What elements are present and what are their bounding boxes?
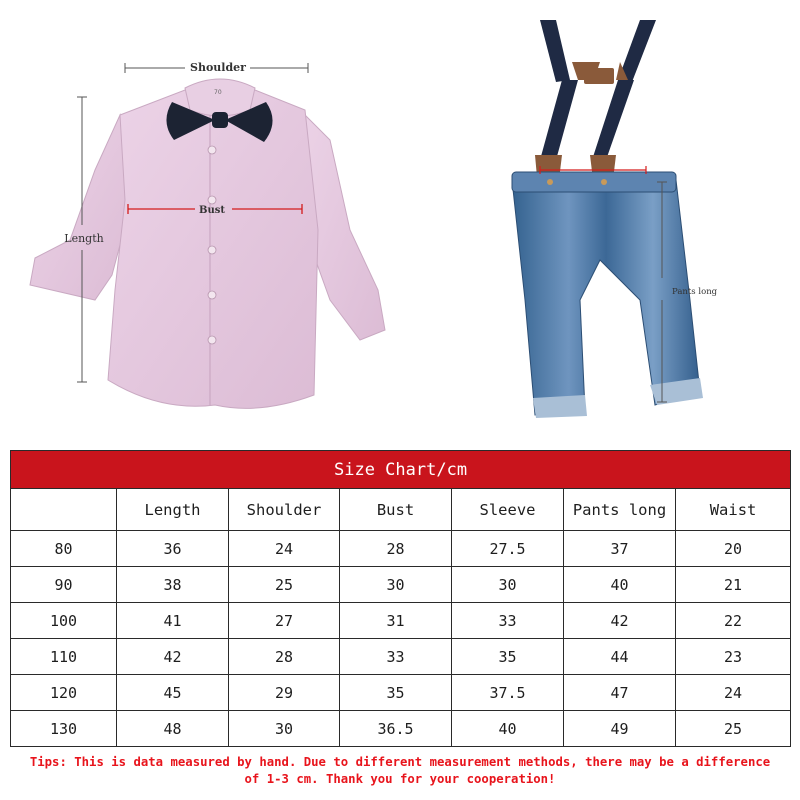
measurement-cell: 48 [117,711,229,747]
tips-line-2: of 1-3 cm. Thank you for your cooperation! [244,772,556,786]
tips-line-1: Tips: This is data measured by hand. Due to different measurement methods, there may be a difference [29,755,771,769]
measurement-cell: 23 [676,639,791,675]
measurement-cell: 40 [452,711,564,747]
measurement-cell: 25 [676,711,791,747]
measurement-cell: 37 [564,531,676,567]
measurement-cell: 30 [340,567,452,603]
size-cell: 90 [11,567,117,603]
measurement-cell: 27.5 [452,531,564,567]
measurement-cell: 47 [564,675,676,711]
measurement-cell: 49 [564,711,676,747]
measurement-cell: 21 [676,567,791,603]
suspenders [535,20,656,188]
measurement-cell: 24 [676,675,791,711]
column-header: Sleeve [452,489,564,531]
pants-long-label: Pants long [672,287,718,297]
column-header: Length [117,489,229,531]
size-cell: 120 [11,675,117,711]
length-label: Length [64,232,104,245]
size-cell: 110 [11,639,117,675]
measurement-cell: 42 [564,603,676,639]
measurement-cell: 28 [229,639,340,675]
table-row [11,531,791,567]
measurement-cell: 29 [229,675,340,711]
measurement-cell: 37.5 [452,675,564,711]
size-chart-table [10,450,791,747]
tips-note [0,754,800,788]
column-header: Bust [340,489,452,531]
measurement-cell: 30 [229,711,340,747]
shirt-left-sleeve [30,115,128,300]
table-row [11,711,791,747]
measurement-cell: 24 [229,531,340,567]
measurement-cell: 42 [117,639,229,675]
measurement-cell: 41 [117,603,229,639]
shirt-collar [185,79,255,116]
measurement-cell: 31 [340,603,452,639]
table-row [11,675,791,711]
measurement-cell: 40 [564,567,676,603]
collar-tag: 70 [214,89,222,96]
size-cell: 130 [11,711,117,747]
column-header: Waist [676,489,791,531]
measurement-cell: 22 [676,603,791,639]
measurement-cell: 36.5 [340,711,452,747]
measurement-cell: 45 [117,675,229,711]
size-chart-title: Size Chart/cm [11,451,791,489]
shoulder-label: Shoulder [190,61,246,74]
table-row [11,639,791,675]
table-row [11,567,791,603]
measurement-cell: 20 [676,531,791,567]
measurement-cell: 44 [564,639,676,675]
measurement-cell: 35 [452,639,564,675]
table-row [11,603,791,639]
column-header-size [11,489,117,531]
measurement-cell: 35 [340,675,452,711]
measurement-cell: 33 [340,639,452,675]
measurement-cell: 38 [117,567,229,603]
column-header: Shoulder [229,489,340,531]
measurement-cell: 30 [452,567,564,603]
size-cell: 100 [11,603,117,639]
measurement-cell: 27 [229,603,340,639]
measurement-cell: 28 [340,531,452,567]
measurement-cell: 36 [117,531,229,567]
size-cell: 80 [11,531,117,567]
column-header: Pants long [564,489,676,531]
measurement-cell: 33 [452,603,564,639]
bust-label: Bust [199,205,225,216]
measurement-cell: 25 [229,567,340,603]
